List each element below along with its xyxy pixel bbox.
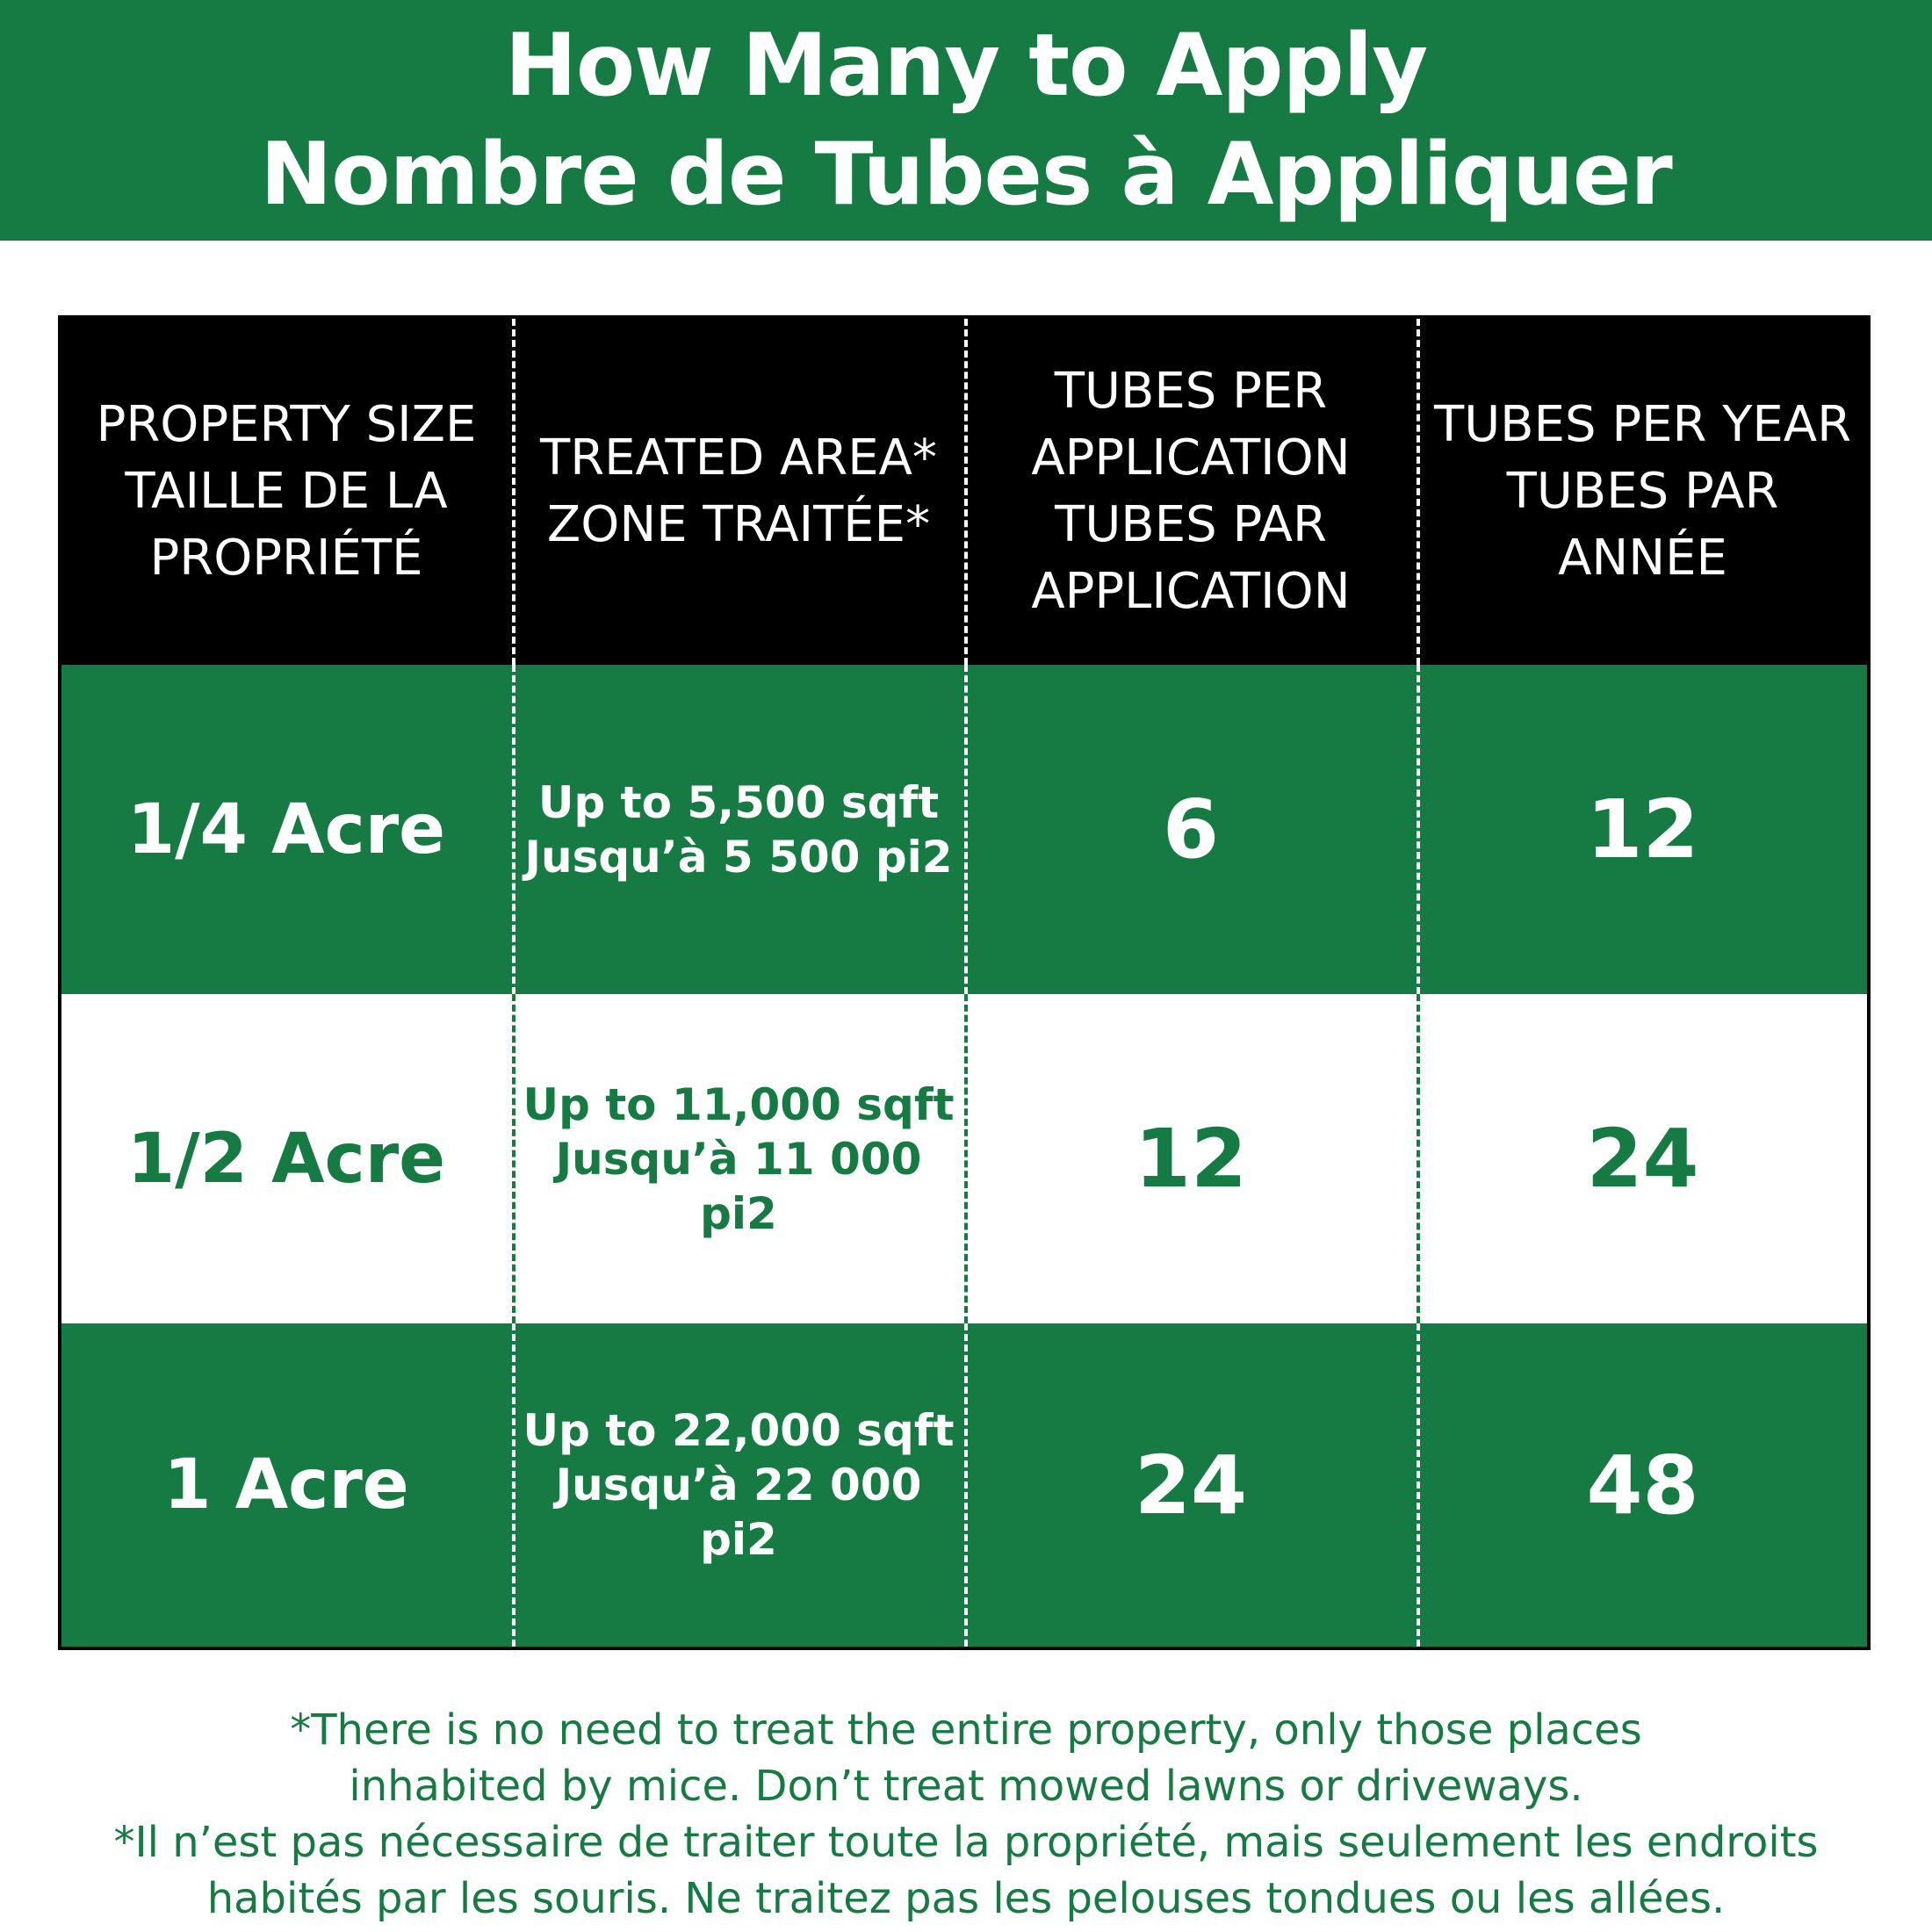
treated-area-cell: Up to 11,000 sqft Jusqu’à 11 000 pi2: [523, 1078, 955, 1239]
column-divider: [964, 319, 968, 665]
column-divider: [512, 665, 515, 994]
property-size-cell: 1 Acre: [163, 1445, 409, 1525]
title-french: Nombre de Tubes à Appliquer: [260, 125, 1672, 225]
header-property-size: PROPERTY SIZE TAILLE DE LA PROPRIÉTÉ: [96, 396, 477, 587]
footnote-english-line-1: *There is no need to treat the entire property, only those places: [290, 1705, 1642, 1755]
footnote-french-line-2: habités par les souris. Ne traitez pas les pelouses tondues ou les allées.: [206, 1874, 1726, 1923]
tubes-per-application-cell: 6: [1162, 782, 1219, 876]
footnote-french-line-1: *Il n’est pas nécessaire de traiter toute la propriété, mais seulement les endroits: [113, 1818, 1819, 1867]
property-size-cell: 1/4 Acre: [126, 789, 446, 869]
column-divider: [512, 994, 515, 1323]
tubes-per-year-cell: 12: [1586, 782, 1699, 876]
tubes-per-year-cell: 24: [1586, 1112, 1699, 1206]
title-english: How Many to Apply: [504, 16, 1428, 116]
title-banner: [0, 0, 1932, 241]
header-treated-area: TREATED AREA* ZONE TRAITÉE*: [540, 429, 937, 553]
column-divider: [512, 319, 515, 665]
tubes-per-year-cell: 48: [1586, 1438, 1699, 1532]
column-divider: [964, 665, 968, 994]
column-divider: [1417, 665, 1420, 994]
footnote: [0, 1702, 1932, 1927]
footnote-english-line-2: inhabited by mice. Don’t treat mowed lawns or driveways.: [349, 1762, 1583, 1811]
column-divider: [964, 1323, 968, 1647]
column-divider: [964, 994, 968, 1323]
tubes-per-application-cell: 12: [1134, 1112, 1248, 1206]
column-divider: [1417, 994, 1420, 1323]
header-tubes-per-application: TUBES PER APPLICATION TUBES PAR APPLICATION: [1031, 363, 1351, 620]
column-divider: [512, 1323, 515, 1647]
property-size-cell: 1/2 Acre: [126, 1119, 446, 1199]
header-tubes-per-year: TUBES PER YEAR TUBES PAR ANNÉE: [1433, 396, 1851, 587]
treated-area-cell: Up to 22,000 sqft Jusqu’à 22 000 pi2: [523, 1405, 955, 1565]
column-divider: [1417, 319, 1420, 665]
treated-area-cell: Up to 5,500 sqft Jusqu’à 5 500 pi2: [524, 776, 953, 883]
column-divider: [1417, 1323, 1420, 1647]
application-table: [58, 315, 1871, 1650]
tubes-per-application-cell: 24: [1134, 1438, 1248, 1532]
